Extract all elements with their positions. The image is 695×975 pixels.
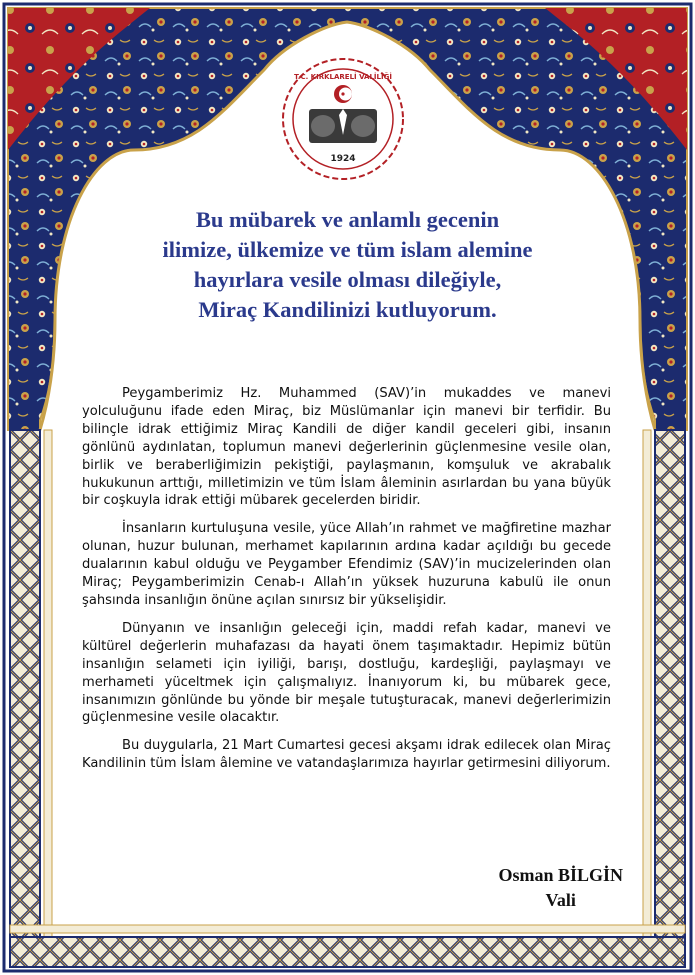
paragraph: Bu duygularla, 21 Mart Cumartesi gecesi akşamı idrak edilecek olan Miraç Kandilinin tüm İslam âlemine ve vatandaşlarımıza hayırlar getirmesini diliyorum. bbox=[82, 738, 611, 772]
signature-block bbox=[498, 863, 623, 913]
message-body bbox=[82, 385, 611, 783]
headline bbox=[110, 205, 585, 325]
governorship-logo bbox=[281, 57, 405, 181]
logo-year: 1924 bbox=[330, 154, 356, 164]
logo-ring-text: T.C. KIRKLARELİ VALİLİĞİ bbox=[294, 73, 392, 81]
headline-line: Bu mübarek ve anlamlı gecenin bbox=[195, 207, 500, 232]
paragraph: Peygamberimiz Hz. Muhammed (SAV)’in mukaddes ve manevi yolculuğunu ifade eden Miraç, biz Müslümanlar için manevi bir terfidir. Bu bilinçle idrak ettiğimiz Miraç Kandili de diğer kandil geceleri gibi, insanın gönlünü aydınlatan, toplumun manevi değerlerinin güçlenmesine vesile olan, birlik ve beraberliğimizin pekiştiği, paylaşmanın, komşuluk ve akrabalık hukukunun arttığı, milletimizin ve tüm İslam âleminin asırlardan bu yana büyük bir coşkuyla idrak ettiği mübarek gecelerden biridir. bbox=[82, 386, 611, 509]
headline-line: hayırlara vesile olması dileğiyle, bbox=[193, 267, 502, 292]
headline-line: ilimize, ülkemize ve tüm islam alemine bbox=[162, 237, 533, 262]
paragraph: Dünyanın ve insanlığın geleceği için, maddi refah kadar, manevi ve kültürel değerlerin muhafazası da hayati önem taşımaktadır. Hepimiz bütün insanlığın selameti için iyiliği, barışı, dostluğu, kardeşliği, paylaşmayı ve merhameti yüceltmek için çalışmalıyız. İnanıyorum ki, bu mübarek gece, insanımızın gönlünde bu yönde bir meşale tutuşturacak, manevi değerlerimizin güçlenmesine vesile olacaktır. bbox=[82, 620, 611, 726]
signature-name: Osman BİLGİN bbox=[498, 865, 623, 885]
signature-title: Vali bbox=[545, 890, 576, 910]
paragraph: İnsanların kurtuluşuna vesile, yüce Allah’ın rahmet ve mağfiretine mazhar olunan, huzur bulunan, merhamet kapılarının ardına kadar açıldığı bu gecede dualarının kabul olduğu ve Peygamber Efendimiz (SAV)’in mucizelerinden olan Miraç; Peygamberimizin Cenab-ı Allah’ın yüksek huzuruna kabulü ile onun şahsında insanlığın önüne açılan sınırsız bir yükselişidir. bbox=[82, 521, 611, 608]
headline-line: Miraç Kandilinizi kutluyorum. bbox=[198, 297, 497, 322]
